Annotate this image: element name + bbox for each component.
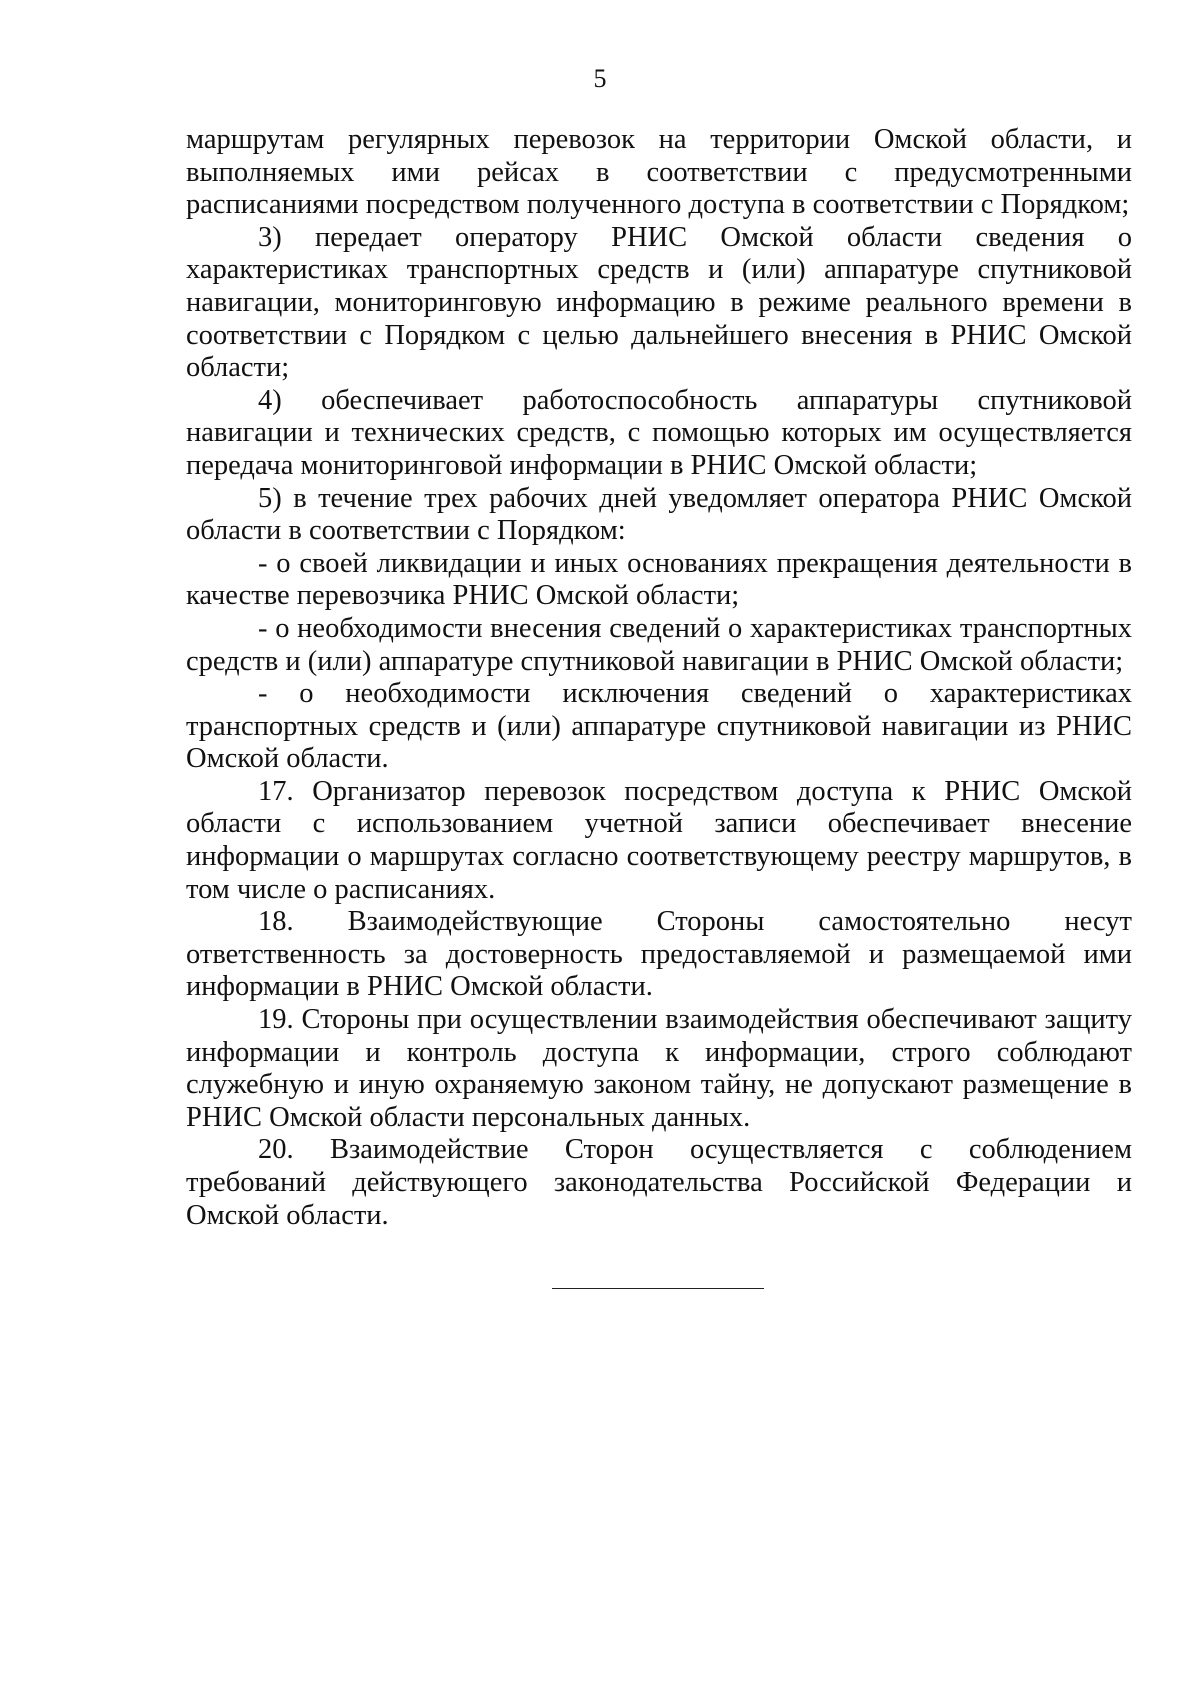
paragraph-clause-19: 19. Стороны при осуществлении взаимодействия обеспечивают защиту информации и контроль доступа к информации, строго соблюдают служебную и иную охраняемую законом тайну, не допускают размещение в РНИС Омской области персональных данных. xyxy=(186,1004,1132,1133)
paragraph-item-4: 4) обеспечивает работоспособность аппаратуры спутниковой навигации и технических средств, с помощью которых им осуществляется передача мониторинговой информации в РНИС Омской области; xyxy=(186,384,1132,481)
paragraph-bullet-liquidation: - о своей ликвидации и иных основаниях прекращения деятельности в качестве перевозчика РНИС Омской области; xyxy=(186,547,1132,612)
paragraph-clause-17: 17. Организатор перевозок посредством доступа к РНИС Омской области с использованием учетной записи обеспечивает внесение информации о маршрутах согласно соответствующему реестру маршрутов, в том числе о расписаниях. xyxy=(186,775,1132,905)
document-body xyxy=(186,124,1132,1232)
paragraph-item-5: 5) в течение трех рабочих дней уведомляет оператора РНИС Омской области в соответствии с Порядком: xyxy=(186,482,1132,547)
page-number: 5 xyxy=(593,64,607,93)
paragraph-continuation: маршрутам регулярных перевозок на территории Омской области, и выполняемых ими рейсах в соответствии с предусмотренными расписаниями посредством полученного доступа в соответствии с Порядком; xyxy=(186,124,1132,221)
paragraph-bullet-remove-info: - о необходимости исключения сведений о характеристиках транспортных средств и (или) аппаратуре спутниковой навигации из РНИС Омской области. xyxy=(186,678,1132,775)
paragraph-item-3: 3) передает оператору РНИС Омской области сведения о характеристиках транспортных средств и (или) аппаратуре спутниковой навигации, мониторинговую информацию в режиме реального времени в соответствии с Порядком с целью дальнейшего внесения в РНИС Омской области; xyxy=(186,221,1132,384)
end-separator-line xyxy=(552,1288,764,1289)
paragraph-clause-18: 18. Взаимодействующие Стороны самостоятельно несут ответственность за достоверность предоставляемой и размещаемой ими информации в РНИС Омской области. xyxy=(186,906,1132,1003)
paragraph-bullet-add-info: - о необходимости внесения сведений о характеристиках транспортных средств и (или) аппаратуре спутниковой навигации в РНИС Омской области; xyxy=(186,612,1132,677)
paragraph-clause-20: 20. Взаимодействие Сторон осуществляется с соблюдением требований действующего законодательства Российской Федерации и Омской области. xyxy=(186,1134,1132,1231)
